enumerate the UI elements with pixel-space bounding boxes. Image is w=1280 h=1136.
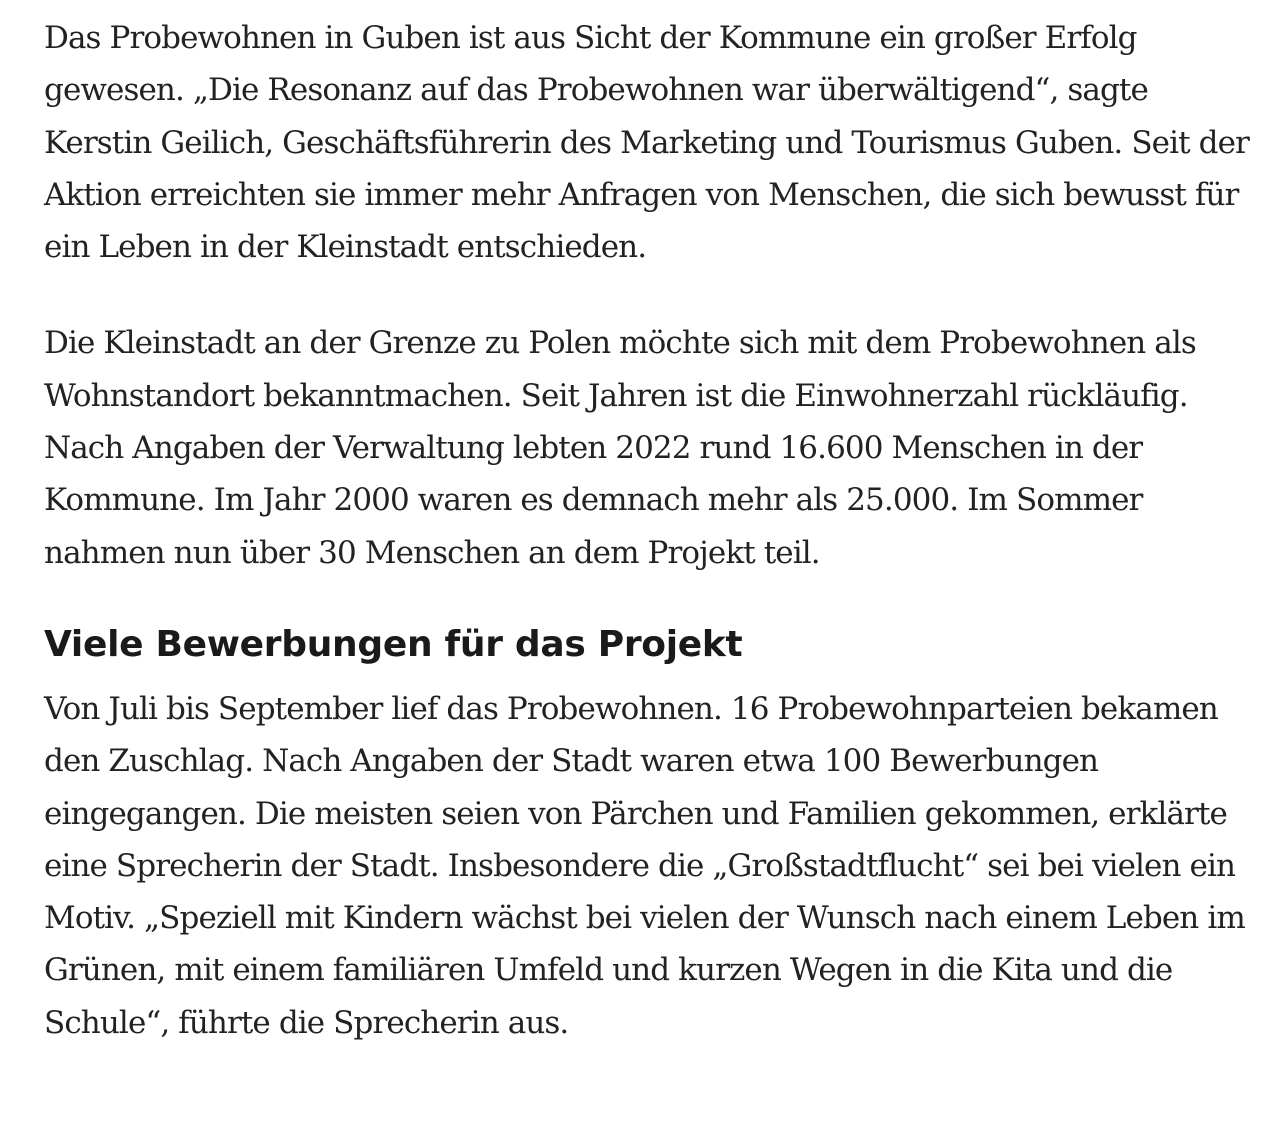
section-heading: Viele Bewerbungen für das Projekt	[44, 623, 743, 665]
article-paragraph: Die Kleinstadt an der Grenze zu Polen möchte sich mit dem Probewohnen als Wohnstandort bekanntmachen. Seit Jahren ist die Einwohnerzahl rückläufig. Nach Angaben der Verwaltung lebten 2022 rund 16.600 Menschen in der Kommune. Im Jahr 2000 waren es demnach mehr als 25.000. Im Sommer nahmen nun über 30 Menschen an dem Projekt teil.	[44, 325, 1196, 571]
article-paragraph: Von Juli bis September lief das Probewohnen. 16 Probewohnparteien bekamen den Zuschlag. Nach Angaben der Stadt waren etwa 100 Bewerbungen eingegangen. Die meisten seien von Pärchen und Familien gekommen, erklärte eine Sprecherin der Stadt. Insbesondere die „Großstadtflucht“ sei bei vielen ein Motiv. „Speziell mit Kindern wächst bei vielen der Wunsch nach einem Leben im Grünen, mit einem familiären Umfeld und kurzen Wegen in die Kita und die Schule“, führte die Sprecherin aus.	[44, 690, 1245, 1041]
article-body	[44, 12, 1254, 1049]
article-paragraph: Das Probewohnen in Guben ist aus Sicht der Kommune ein großer Erfolg gewesen. „Die Resonanz auf das Probewohnen war überwältigend“, sagte Kerstin Geilich, Geschäftsführerin des Marketing und Tourismus Guben. Seit der Aktion erreichten sie immer mehr Anfragen von Menschen, die sich bewusst für ein Leben in der Kleinstadt entschieden.	[44, 20, 1249, 266]
